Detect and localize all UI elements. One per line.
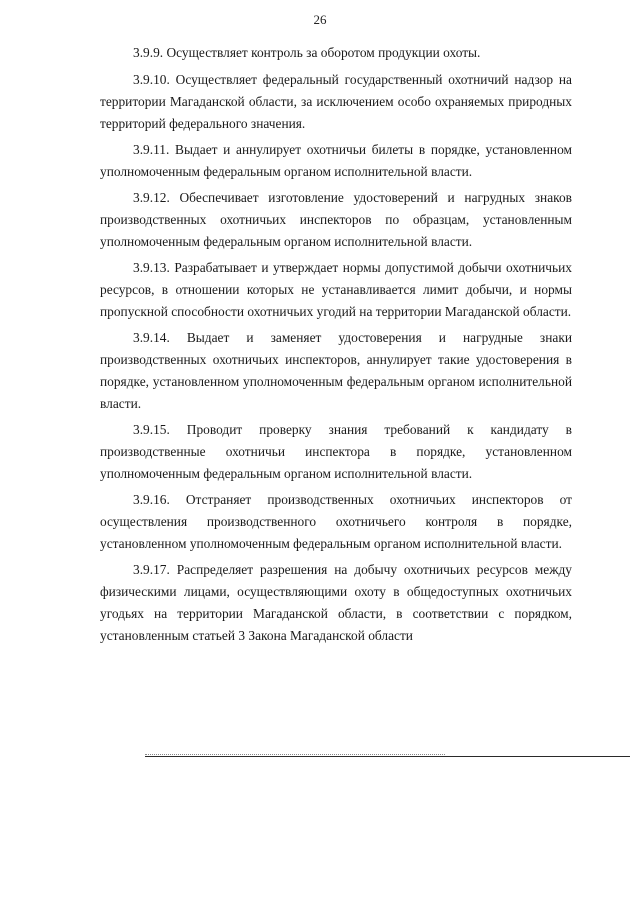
paragraph-3-9-11: 3.9.11. Выдает и аннулирует охотничьи билеты в порядке, установленном уполномоченным федеральным органом исполнительной власти. bbox=[100, 142, 572, 179]
paragraph-3-9-14: 3.9.14. Выдает и заменяет удостоверения и нагрудные знаки производственных охотничьих инспекторов, аннулирует такие удостоверения в порядке, установленном уполномоченным федеральным органом исполнительной власти. bbox=[100, 330, 572, 411]
page-number: 26 bbox=[313, 12, 327, 27]
paragraph-3-9-17: 3.9.17. Распределяет разрешения на добычу охотничьих ресурсов между физическими лицами, осуществляющими охоту в общедоступных охотничьих угодьях на территории Магаданской области, в соответствии с порядком, установленным статьей 3 Закона Магаданской области bbox=[100, 562, 572, 643]
paragraph-3-9-12: 3.9.12. Обеспечивает изготовление удостоверений и нагрудных знаков производственных охотничьих инспекторов по образцам, установленным уполномоченным федеральным органом исполнительной власти. bbox=[100, 190, 572, 249]
footer-divider-dotted bbox=[145, 754, 445, 755]
paragraph-3-9-16: 3.9.16. Отстраняет производственных охотничьих инспекторов от осуществления производственного охотничьего контроля в порядке, установленном уполномоченным федеральным органом исполнительной власти. bbox=[100, 492, 572, 551]
footer-divider bbox=[145, 756, 630, 757]
document-body bbox=[100, 42, 572, 651]
paragraph-3-9-10: 3.9.10. Осуществляет федеральный государственный охотничий надзор на территории Магаданской области, за исключением особо охраняемых природных территорий федерального значения. bbox=[100, 72, 572, 131]
paragraph-3-9-9: 3.9.9. Осуществляет контроль за оборотом продукции охоты. bbox=[133, 45, 481, 60]
paragraph-3-9-13: 3.9.13. Разрабатывает и утверждает нормы допустимой добычи охотничьих ресурсов, в отношении которых не устанавливается лимит добычи, и нормы пропускной способности охотничьих угодий на территории Магаданской области. bbox=[100, 260, 572, 319]
paragraph-3-9-15: 3.9.15. Проводит проверку знания требований к кандидату в производственные охотничьи инспектора в порядке, установленном уполномоченным федеральным органом исполнительной власти. bbox=[100, 422, 572, 481]
